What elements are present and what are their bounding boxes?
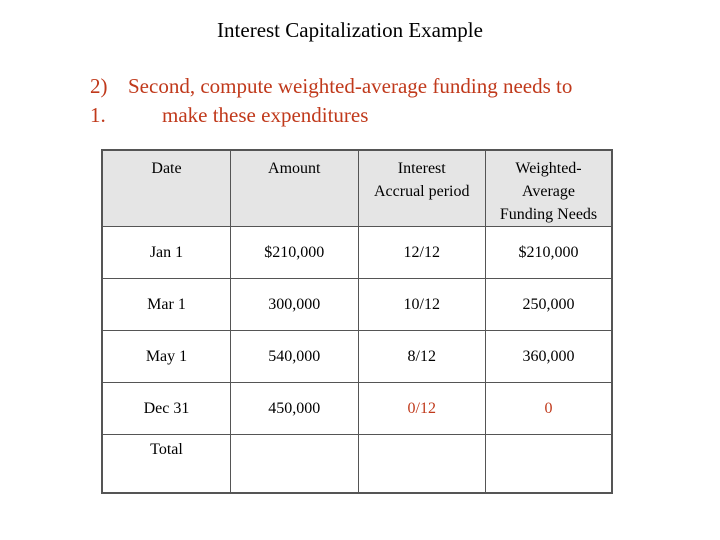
header-accrual-line-1: Interest	[397, 160, 446, 177]
total-period-cell	[358, 435, 486, 494]
header-amount-text: Amount	[268, 160, 321, 177]
amount-cell: 540,000	[231, 331, 359, 383]
header-amount	[231, 150, 359, 227]
step-text: Second, compute weighted-average funding needs to	[128, 74, 573, 98]
step-number: 2)	[90, 74, 108, 98]
slide-title: Interest Capitalization Example	[217, 18, 483, 42]
step-line-1	[90, 74, 572, 99]
funding-table	[101, 149, 613, 494]
header-accrual-period	[358, 150, 486, 227]
period-cell: 12/12	[358, 227, 486, 279]
table-row	[102, 279, 612, 331]
date-cell: Dec 31	[102, 383, 231, 435]
weighted-cell: 250,000	[486, 279, 613, 331]
table-row	[102, 383, 612, 435]
table-row	[102, 227, 612, 279]
weighted-cell: 360,000	[486, 331, 613, 383]
step-text: make these expenditures	[162, 103, 369, 127]
step-line-2	[90, 103, 368, 128]
amount-cell: 450,000	[231, 383, 359, 435]
total-amount-cell	[231, 435, 359, 494]
period-cell: 0/12	[358, 383, 486, 435]
header-weighted-line-2: Average	[522, 183, 575, 200]
period-cell: 10/12	[358, 279, 486, 331]
date-cell: Mar 1	[102, 279, 231, 331]
total-weighted-cell	[486, 435, 613, 494]
total-label: Total	[102, 435, 231, 494]
amount-cell: $210,000	[231, 227, 359, 279]
weighted-cell: 0	[486, 383, 613, 435]
date-cell: May 1	[102, 331, 231, 383]
header-date-text: Date	[151, 160, 182, 177]
step-number: 1.	[90, 103, 106, 127]
header-row	[102, 150, 612, 227]
header-weighted-line-1: Weighted-	[515, 160, 582, 177]
header-weighted-line-3: Funding Needs	[499, 206, 598, 223]
amount-cell: 300,000	[231, 279, 359, 331]
header-weighted-average	[486, 150, 613, 227]
total-row	[102, 435, 612, 494]
date-cell: Jan 1	[102, 227, 231, 279]
table-row	[102, 331, 612, 383]
header-date	[102, 150, 231, 227]
weighted-cell: $210,000	[486, 227, 613, 279]
period-cell: 8/12	[358, 331, 486, 383]
header-accrual-line-2: Accrual period	[373, 183, 470, 200]
